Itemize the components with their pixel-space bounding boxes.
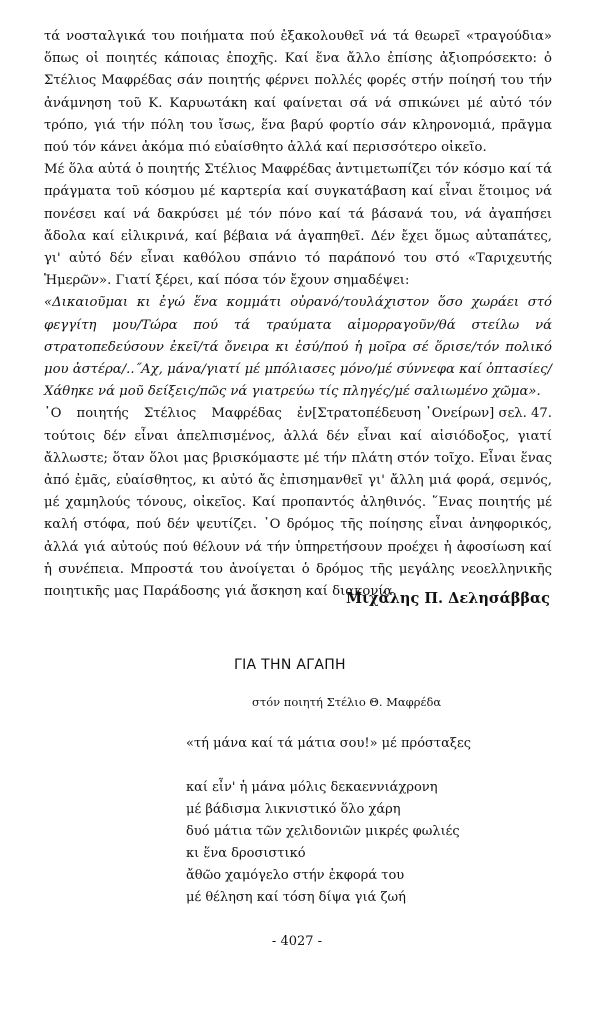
stanza-break (186, 755, 471, 777)
article-paragraph-1: τά νοσταλγικά του ποιήματα πού ἐξακολουθεῖ νά τά θεωρεῖ «τραγούδια» ὅπως οἱ ποιητές κάποιας ἐποχῆς. Καί ἕνα ἄλλο ἐπίσης ἀξιοπρόσεκτο: ὁ Στέλιος Μαφρέδας σάν ποιητής φέρνει πολλές φορές στήν ποίησή του τήν ἀνάμνηση τοῦ Κ. Καρυωτάκη καί φαίνεται σά νά σπικώνει μέ αὐτό τόν τρόπο, γιά τήν πόλη του ἴσως, ἕνα βαρύ φορτίο σάν κληρονομιά, πρᾶγμα πού τόν κάνει ἀκόμα πιό εὐαίσθητο ἀλλά καί περισσότερο οἰκεῖο. (44, 29, 552, 156)
poem-line: μέ θέληση καί τόση δίψα γιά ζωή (186, 890, 406, 905)
poem-title: ΓΙΑ ΤΗΝ ΑΓΑΠΗ (234, 657, 346, 673)
poem-line: δυό μάτια τῶν χελιδονιῶν μικρές φωλιές (186, 824, 460, 839)
poem-line: κι ἕνα δροσιστικό (186, 846, 306, 861)
poem-quote: «Δικαιοῦμαι κι ἐγώ ἕνα κομμάτι οὐρανό/τουλάχιστον ὅσο χωράει στό φεγγίτη μου/Τώρα πού τά τραύματα αἱμορραγοῦν/θά στείλω νά στρατοπεδεύσουν ἐκεῖ/τά ὄνειρα κι ἐσύ/πού ἡ μοῖρα σέ ὅρισε/τόν πολικό μου ἀστέρα/..˝Αχ, μάνα/γιατί μέ μπόλιασες μόνο/μέ σύννεφα καί ὀπτασίες/Χάθηκε νά μοῦ δείξεις/πῶς νά γιατρεύω τίς πληγές/μέ σαλιωμένο χῶμα». (44, 295, 552, 400)
author-signature: Μιχάλης Π. Δελησάββας (345, 590, 550, 607)
article-body (44, 26, 552, 603)
page-number: - 4027 - (271, 934, 323, 949)
poem-line: «τή μάνα καί τά μάτια σου!» μέ πρόσταξες (186, 736, 472, 751)
article-paragraph-3: ᾽Ο ποιητής Στέλιος Μαφρέδας ἐν τούτοις δέν εἶναι ἀπελπισμένος, ἀλλά δέν εἶναι καί αἰσιόδοξος, γιατί ἄλλωστε; ὅταν ὅλοι μας βρισκόμαστε μέ τήν πλάτη στόν τοῖχο. Εἶναι ἕνας ἀπό ἐμᾶς, εὐαίσθητος, κι αὐτό ἄς ἐπισημανθεῖ γι' ἄλλη μιά φορά, σεμνός, μέ χαμηλούς τόνους, οἰκεῖος. Καί προπαντός ἀληθινός. ῞Ενας ποιητής μέ καλή στόφα, πού δέν ψευτίζει. ᾽Ο δρόμος τῆς ποίησης εἶναι ἀνηφορικός, ἀλλά γιά αὐτούς πού θέλουν νά τήν ὑπηρετήσουν προέχει ἡ ἀφοσίωση καί ἡ συνέπεια. Μπροστά του ἀνοίγεται ὁ δρόμος τῆς μεγάλης νεοελληνικῆς ποιητικῆς μας Παράδοσης γιά ἄσκηση καί διακονία. (44, 406, 552, 600)
quote-source: [Στρατοπέδευση ᾽Ονείρων] σελ. 47. (312, 406, 552, 422)
article-paragraph-2: Μέ ὅλα αὐτά ὁ ποιητής Στέλιος Μαφρέδας ἀντιμετωπίζει τόν κόσμο καί τά πράγματα τοῦ κόσμου μέ καρτερία καί συγκατάβαση καί εἶναι ἕτοιμος νά πονέσει καί νά δακρύσει μέ τόν πόνο καί τά βάσανά του, νά ἀγαπήσει ἄδολα καί εἰλικρινά, καί βέβαια νά ἀγαπηθεῖ. Δέν ἔχει ὅμως αὐταπάτες, γι' αὐτό δέν εἶναι καθόλου σπάνιο τό παράπονό του στό «Ταριχευτής Ἡμερῶν». Γιατί ξέρει, καί πόσα τόν ἔχουν σημαδέψει: (44, 162, 552, 289)
poem-dedication: στόν ποιητή Στέλιο Θ. Μαφρέδα (252, 695, 442, 709)
poem-line: καί εἶν' ἡ μάνα μόλις δεκαεννιάχρονη (186, 780, 438, 795)
poem-quote-block (44, 292, 552, 422)
poem-line: ἄθῶο χαμόγελο στήν ἐκφορά του (186, 868, 405, 883)
poem-line: μέ βάδισμα λικνιστικό ὅλο χάρη (186, 802, 401, 817)
poem-body (186, 733, 471, 909)
